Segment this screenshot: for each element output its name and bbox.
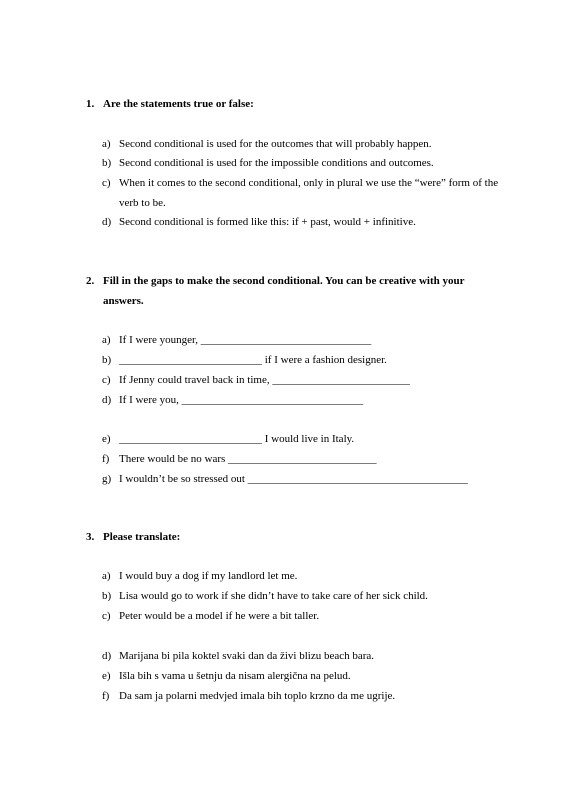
item-text: There would be no wars ___________________________ (119, 453, 377, 465)
item-letter: b) (102, 590, 112, 602)
item-letter: c) (102, 177, 111, 189)
question-1-text: Are the statements true or false: (103, 98, 254, 110)
item-letter: e) (102, 670, 111, 682)
item-text: If Jenny could travel back in time, _________________________ (119, 374, 410, 386)
item-letter: f) (102, 690, 110, 702)
item-text: Lisa would go to work if she didn’t have to take care of her sick child. (119, 590, 428, 602)
item-text: Second conditional is used for the impossible conditions and outcomes. (119, 157, 434, 169)
item-letter: b) (102, 354, 112, 366)
item-text: When it comes to the second conditional, only in plural we use the “were” form of the verb to be. (119, 177, 499, 209)
question-2-number: 2. (86, 275, 95, 287)
item-letter: d) (102, 216, 112, 228)
item-letter: c) (102, 374, 111, 386)
question-3-text: Please translate: (103, 531, 181, 543)
item-text: Išla bih s vama u šetnju da nisam alergična na pelud. (119, 670, 351, 682)
item-text: If I were younger, _______________________________ (119, 334, 372, 346)
item-text: Peter would be a model if he were a bit taller. (119, 610, 320, 622)
item-letter: d) (102, 394, 112, 406)
item-text: Marijana bi pila koktel svaki dan da živi blizu beach bara. (119, 650, 375, 662)
item-text: If I were you, _________________________________ (119, 394, 364, 406)
item-text: I wouldn’t be so stressed out ________________________________________ (119, 473, 468, 485)
item-letter: f) (102, 453, 110, 465)
item-letter: d) (102, 650, 112, 662)
item-letter: a) (102, 138, 111, 150)
item-text: I would buy a dog if my landlord let me. (119, 570, 298, 582)
item-text: __________________________ I would live in Italy. (119, 433, 355, 445)
item-text: Second conditional is formed like this: if + past, would + infinitive. (119, 216, 416, 228)
item-letter: g) (102, 473, 112, 485)
item-text: Second conditional is used for the outcomes that will probably happen. (119, 138, 432, 150)
item-letter: a) (102, 334, 111, 346)
item-text: Da sam ja polarni medvjed imala bih toplo krzno da me ugrije. (119, 690, 396, 702)
question-2-text: Fill in the gaps to make the second conditional. You can be creative with your answers. (103, 275, 465, 307)
question-1-number: 1. (86, 98, 95, 110)
item-letter: a) (102, 570, 111, 582)
item-text: __________________________ if I were a fashion designer. (119, 354, 387, 366)
item-letter: e) (102, 433, 111, 445)
item-letter: c) (102, 610, 111, 622)
question-3-number: 3. (86, 531, 95, 543)
item-letter: b) (102, 157, 112, 169)
